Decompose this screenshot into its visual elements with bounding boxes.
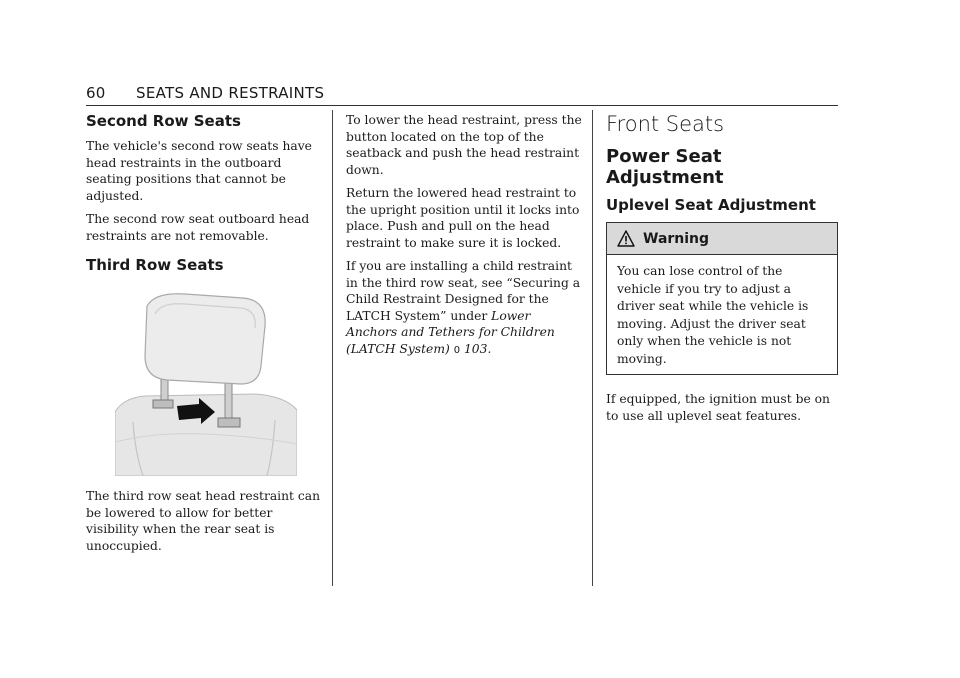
cross-reference-link[interactable]: Lower Anchors and Tethers for Children (LATCH System): [346, 308, 555, 356]
head-restraint-illustration: [115, 292, 297, 476]
warning-body: [607, 255, 837, 374]
text: If you are installing a child restraint in the third row seat, see “Securing a Child Restraint Designed for the LATCH System” under: [346, 259, 581, 323]
section-title: SEATS AND RESTRAINTS: [136, 84, 325, 102]
section-title-front-seats: Front Seats: [606, 112, 725, 136]
page-header: [86, 84, 838, 106]
column-divider: [592, 110, 593, 586]
column-divider: [332, 110, 333, 586]
page-reference[interactable]: 103.: [460, 341, 492, 356]
paragraph: To lower the head restraint, press the button located on the top of the seatback and push the head restraint down.: [346, 113, 582, 177]
column-2: [346, 112, 582, 366]
warning-header: [607, 223, 837, 255]
page-reference-icon: 0: [453, 344, 461, 356]
heading-power-seat-adjustment: Power Seat Adjustment: [606, 146, 724, 188]
warning-box: [606, 222, 838, 375]
heading-second-row-seats: Second Row Seats: [86, 112, 241, 130]
paragraph: The vehicle's second row seats have head restraints in the outboard seating positions that cannot be adjusted.: [86, 139, 312, 203]
warning-triangle-icon: [617, 230, 635, 247]
heading-third-row-seats: Third Row Seats: [86, 256, 224, 274]
column-1: [86, 112, 322, 561]
paragraph: If equipped, the ignition must be on to use all uplevel seat features.: [606, 392, 830, 423]
warning-label: Warning: [643, 230, 710, 247]
paragraph: The third row seat head restraint can be lowered to allow for better visibility when the rear seat is unoccupied.: [86, 489, 321, 553]
column-3: [606, 112, 838, 431]
warning-text: You can lose control of the vehicle if you try to adjust a driver seat while the vehicle is moving. Adjust the driver seat only when the vehicle is not moving.: [617, 264, 809, 366]
page-number: 60: [86, 84, 106, 102]
paragraph-child-restraint: [346, 258, 582, 359]
heading-uplevel-seat-adjustment: Uplevel Seat Adjustment: [606, 196, 816, 214]
paragraph: Return the lowered head restraint to the upright position until it locks into place. Push and pull on the head restraint to make sure it is locked.: [346, 186, 580, 250]
paragraph: The second row seat outboard head restraints are not removable.: [86, 212, 310, 243]
